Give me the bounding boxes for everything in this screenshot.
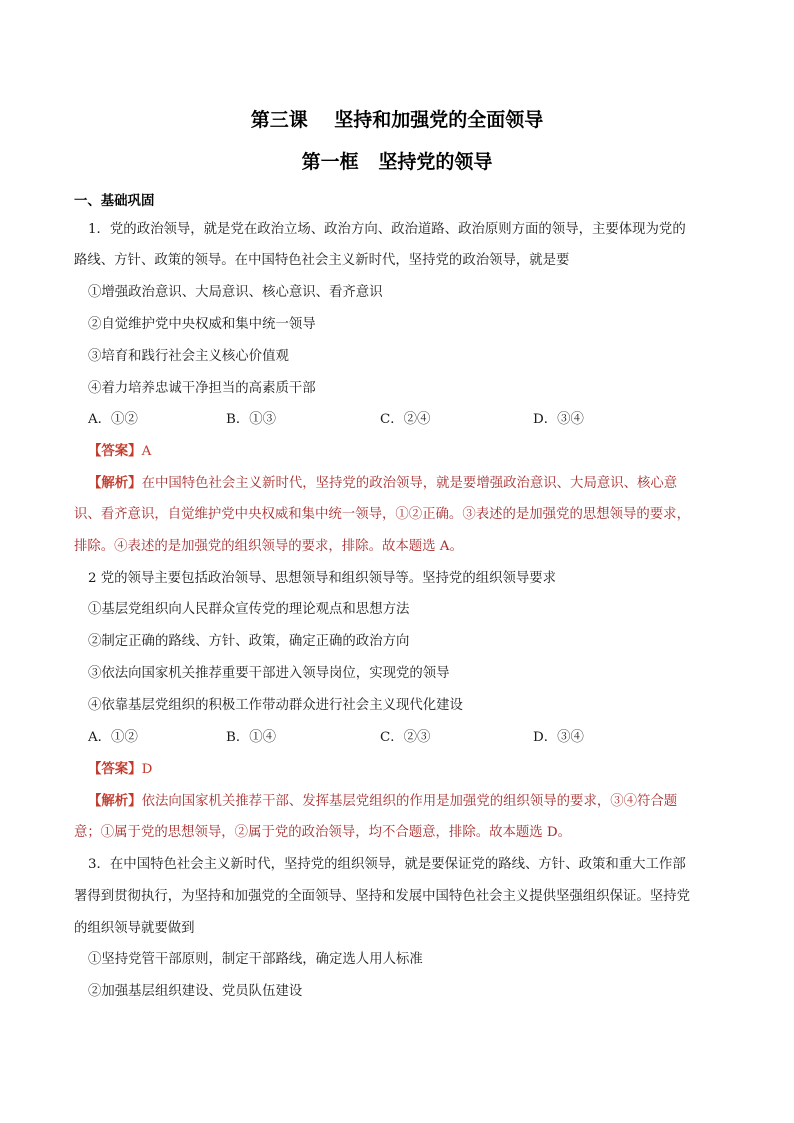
q1-analysis-label: 【解析】 bbox=[88, 476, 142, 491]
q2-option-d: D．③④ bbox=[533, 730, 584, 745]
q2-option-a: A．①② bbox=[88, 730, 138, 745]
q1-item-4: ④着力培养忠诚干净担当的高素质干部 bbox=[88, 381, 316, 396]
q2-analysis-line2: 意；①属于党的思想领导，②属于党的政治领导，均不合题意，排除。故本题选 D。 bbox=[74, 825, 572, 840]
q2-option-b: B．①④ bbox=[226, 730, 277, 745]
q3-item-2: ②加强基层组织建设、党员队伍建设 bbox=[88, 984, 303, 999]
q1-option-d: D．③④ bbox=[533, 412, 584, 427]
q3-stem-line2: 署得到贯彻执行，为坚持和加强党的全面领导、坚持和发展中国特色社会主义提供坚强组织保证。坚持党 bbox=[74, 889, 690, 904]
q2-item-3: ③依法向国家机关推荐重要干部进入领导岗位，实现党的领导 bbox=[88, 666, 450, 681]
q3-item-1: ①坚持党管干部原则，制定干部路线，确定选人用人标准 bbox=[88, 952, 423, 967]
q1-analysis-line1 bbox=[88, 475, 677, 493]
section-title: 第一框 坚持党的领导 bbox=[301, 151, 493, 173]
q1-option-a: A．①② bbox=[88, 412, 138, 427]
q2-item-4: ④依靠基层党组织的积极工作带动群众进行社会主义现代化建设 bbox=[88, 698, 463, 713]
q1-stem-line1: 1．党的政治领导，就是党在政治立场、政治方向、政治道路、政治原则方面的领导，主要体现为党的 bbox=[88, 222, 686, 237]
q2-analysis-label: 【解析】 bbox=[88, 794, 142, 809]
q2-answer bbox=[88, 761, 152, 779]
q3-stem-line1: 3．在中国特色社会主义新时代，坚持党的组织领导，就是要保证党的路线、方针、政策和重大工作部 bbox=[88, 857, 686, 872]
q1-stem-line2: 路线、方针、政策的领导。在中国特色社会主义新时代，坚持党的政治领导，就是要 bbox=[74, 253, 570, 268]
part-heading: 一、基础巩固 bbox=[74, 194, 155, 209]
q1-answer bbox=[88, 443, 151, 461]
q2-option-c: C．②③ bbox=[380, 730, 431, 745]
q3-stem-line3: 的组织领导就要做到 bbox=[74, 921, 195, 936]
q2-item-1: ①基层党组织向人民群众宣传党的理论观点和思想方法 bbox=[88, 602, 410, 617]
q1-analysis-line2: 识、看齐意识，自觉维护党中央权威和集中统一领导，①②正确。③表述的是加强党的思想领导的要求， bbox=[74, 507, 690, 522]
q2-item-2: ②制定正确的路线、方针、政策，确定正确的政治方向 bbox=[88, 634, 410, 649]
lesson-title: 第三课 坚持和加强党的全面领导 bbox=[250, 109, 544, 131]
q1-analysis-line3: 排除。④表述的是加强党的组织领导的要求，排除。故本题选 A。 bbox=[74, 539, 463, 554]
q1-answer-label: 【答案】 bbox=[88, 444, 142, 459]
q1-item-2: ②自觉维护党中央权威和集中统一领导 bbox=[88, 317, 316, 332]
q1-option-c: C．②④ bbox=[380, 412, 431, 427]
q2-answer-label: 【答案】 bbox=[88, 762, 142, 777]
q2-answer-value: D bbox=[141, 762, 153, 777]
q2-stem-line1: 2 党的领导主要包括政治领导、思想领导和组织领导等。坚持党的组织领导要求 bbox=[88, 571, 557, 586]
q1-item-3: ③培育和践行社会主义核心价值观 bbox=[88, 349, 289, 364]
q1-answer-value: A bbox=[141, 444, 152, 459]
q1-option-b: B．①③ bbox=[226, 412, 277, 427]
q1-item-1: ①增强政治意识、大局意识、核心意识、看齐意识 bbox=[88, 285, 383, 300]
q1-analysis-text1: 在中国特色社会主义新时代，坚持党的政治领导，就是要增强政治意识、大局意识、核心意 bbox=[141, 476, 678, 491]
q2-analysis-text1: 依法向国家机关推荐干部、发挥基层党组织的作用是加强党的组织领导的要求，③④符合题 bbox=[141, 794, 678, 809]
q2-analysis-line1 bbox=[88, 793, 677, 811]
